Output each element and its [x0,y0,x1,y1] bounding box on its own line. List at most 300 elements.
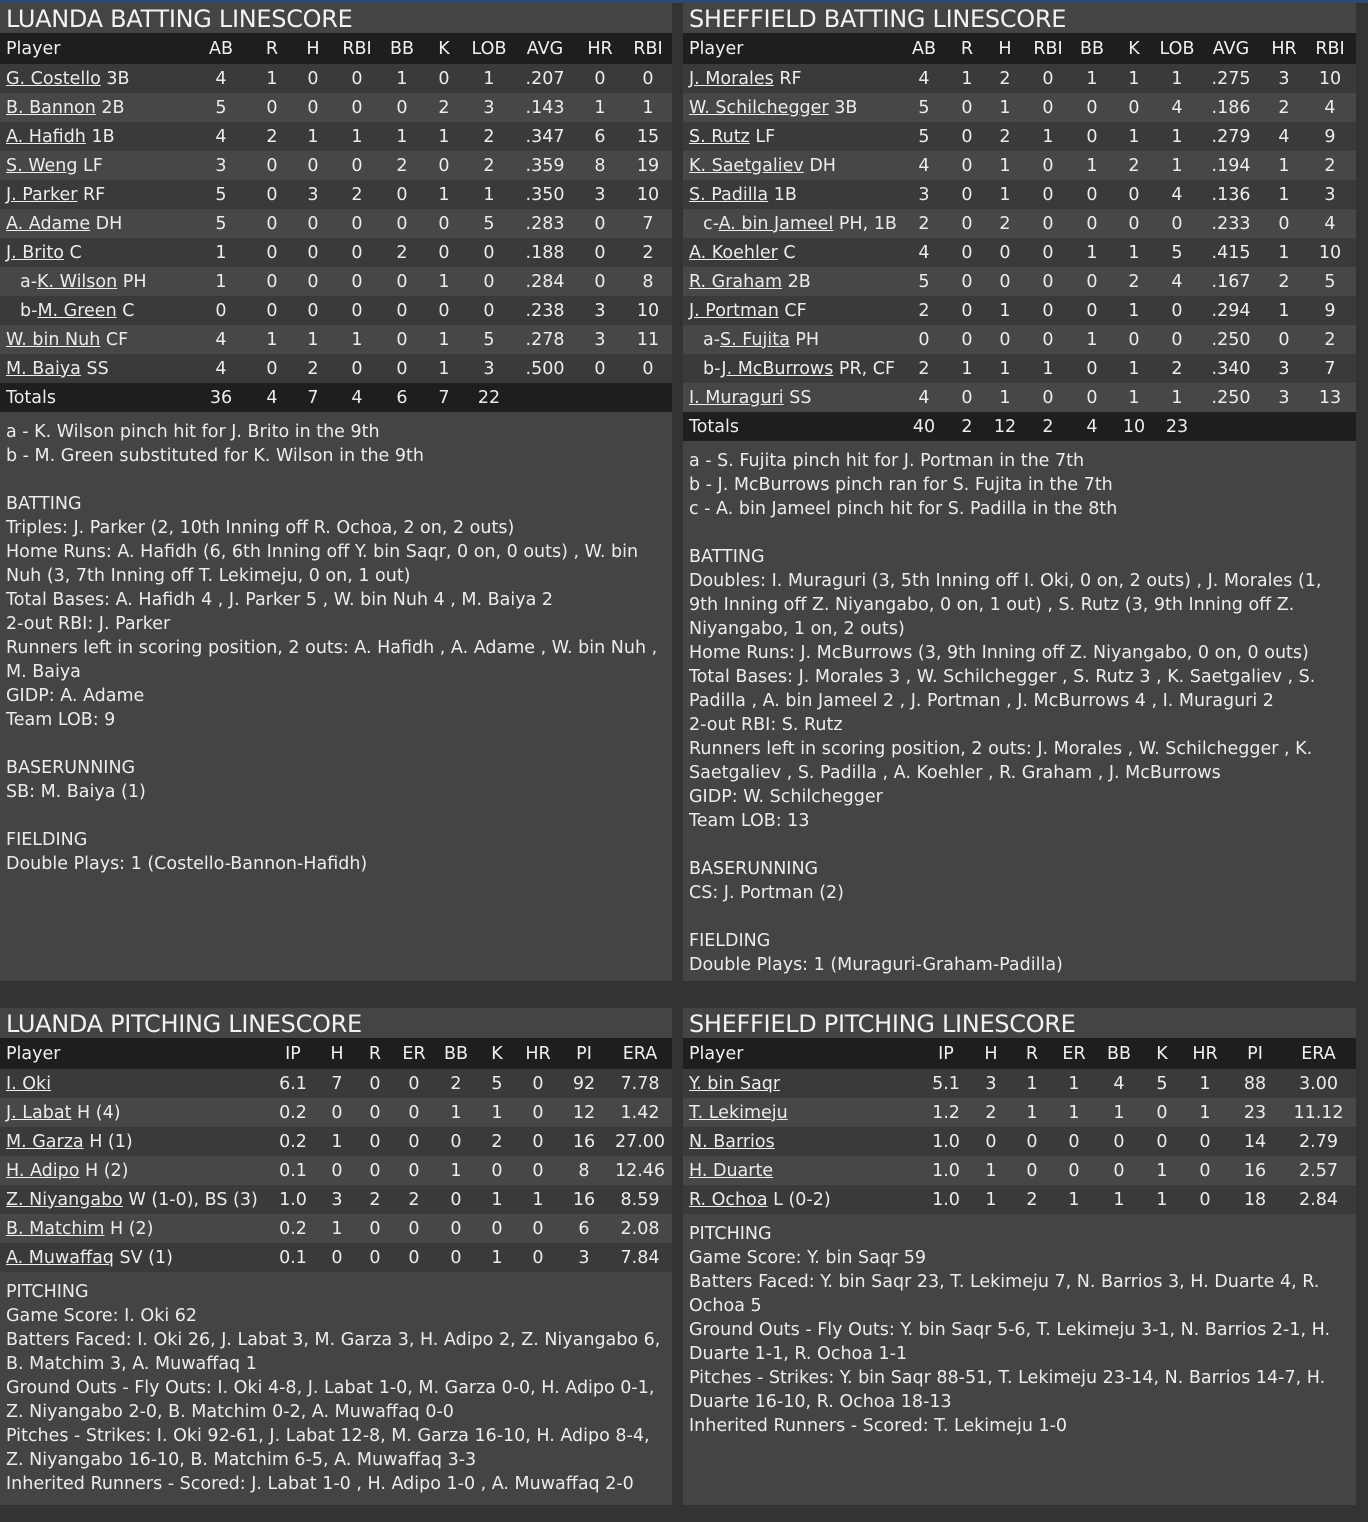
player-cell [0,64,190,93]
decision-label: L (0-2) [767,1189,831,1210]
stat-cell: 3 [318,1185,356,1214]
stat-cell: .340 [1198,354,1264,383]
totals-cell [1198,412,1264,441]
table-row [0,151,672,180]
table-row [0,1156,672,1185]
column-header: H [971,1038,1011,1069]
player-cell [0,354,190,383]
stat-cell: 1 [1181,1069,1229,1098]
stat-cell: 15 [624,122,672,151]
luanda-pitching-title: LUANDA PITCHING LINESCORE [0,1008,672,1038]
column-header: H [318,1038,356,1069]
stat-cell: 2 [464,122,514,151]
stat-cell: 0 [394,1243,434,1272]
stat-cell: 0 [356,1243,394,1272]
column-header: IP [921,1038,971,1069]
stat-cell: 0 [1024,383,1072,412]
stat-cell: 6 [560,1214,608,1243]
luanda-batting-notes [0,412,672,906]
stat-cell: 1 [292,122,334,151]
stat-cell: .136 [1198,180,1264,209]
batting-note-gidp: GIDP: W. Schilchegger [689,787,883,807]
player-cell [0,1214,268,1243]
stat-cell: 0 [1072,122,1112,151]
player-link[interactable]: H. Duarte [689,1160,774,1181]
stat-cell: 0 [380,209,424,238]
table-row [0,1243,672,1272]
stat-cell: 1 [380,64,424,93]
stat-cell: 0 [1072,180,1112,209]
position-label: 3B [828,97,858,118]
stat-cell: 0 [1024,93,1072,122]
player-link[interactable]: M. Green [37,300,117,321]
column-header: BB [380,33,424,64]
stat-cell: 0 [252,296,292,325]
stat-cell: 1 [478,1098,516,1127]
player-link[interactable]: N. Barrios [689,1131,775,1152]
stat-cell: .250 [1198,383,1264,412]
column-header: BB [1095,1038,1143,1069]
stat-cell: 1 [334,325,380,354]
stat-cell: 0 [424,296,464,325]
stat-cell: 7 [1304,354,1356,383]
player-cell [683,354,900,383]
sub-note: c - A. bin Jameel pinch hit for S. Padilla in the 8th [689,499,1118,519]
stat-cell: .250 [1198,325,1264,354]
stat-cell: 2 [424,93,464,122]
batting-note-team-lob: Team LOB: 13 [689,811,810,831]
stat-cell: .275 [1198,64,1264,93]
table-row [683,354,1356,383]
luanda-batting-panel [0,3,672,981]
stat-cell: 7.84 [608,1243,672,1272]
stat-cell: 0 [380,354,424,383]
stat-cell: 1 [1143,1185,1181,1214]
totals-row [683,412,1356,441]
player-cell [0,1069,268,1098]
table-row [0,1127,672,1156]
stat-cell: 0 [1024,296,1072,325]
batting-note-home-runs: Home Runs: A. Hafidh (6, 6th Inning off Y. bin Saqr, 0 on, 0 outs) , W. bin Nuh (3, 7th Inning off T. Lekimeju, 0 on, 1 out) [6,542,639,586]
column-header: RBI [1024,33,1072,64]
stat-cell: 27.00 [608,1127,672,1156]
player-link[interactable]: H. Adipo [6,1160,80,1181]
stat-cell: 4 [190,325,252,354]
stat-cell: 0 [334,296,380,325]
stat-cell: 16 [1229,1156,1281,1185]
player-link[interactable]: S. Fujita [720,329,790,350]
stat-cell: 13 [1304,383,1356,412]
position-label: LF [749,126,776,147]
stat-cell: 2 [986,209,1024,238]
stat-cell: 8 [560,1156,608,1185]
stat-cell: 2 [478,1127,516,1156]
stat-cell: 3 [576,325,624,354]
stat-cell: 0 [252,238,292,267]
stat-cell: 2.08 [608,1214,672,1243]
player-cell [683,296,900,325]
stat-cell: 2 [900,296,948,325]
pitching-note-pitches-strikes: Pitches - Strikes: I. Oki 92-61, J. Labat 12-8, M. Garza 16-10, H. Adipo 8-4, Z. Niyangabo 16-10, B. Matchim 6-5, A. Muwaffaq 3-3 [6,1426,650,1470]
player-link[interactable]: I. Oki [6,1073,52,1094]
stat-cell: 3 [190,151,252,180]
stat-cell: 0 [1112,325,1156,354]
player-link[interactable]: T. Lekimeju [689,1102,788,1123]
sheffield-pitching-panel [683,1008,1356,1505]
stat-cell: 5 [900,93,948,122]
stat-cell: .188 [514,238,576,267]
stat-cell: 0 [1072,296,1112,325]
position-label: DH [90,213,123,234]
stat-cell: 0 [356,1098,394,1127]
stat-cell: 0 [334,354,380,383]
stat-cell: 3 [1264,64,1304,93]
batting-note-gidp: GIDP: A. Adame [6,686,145,706]
position-label: C [777,242,796,263]
pitching-note-game-score: Game Score: Y. bin Saqr 59 [689,1248,926,1268]
stat-cell: 5 [464,325,514,354]
player-link[interactable]: Y. bin Saqr [689,1073,781,1094]
table-row [683,296,1356,325]
column-header: AB [190,33,252,64]
stat-cell: 1 [1011,1098,1053,1127]
stat-cell: 88 [1229,1069,1281,1098]
stat-cell: 0 [576,64,624,93]
stat-cell: 2 [464,151,514,180]
totals-cell [514,383,576,412]
column-header: R [252,33,292,64]
stat-cell: 1 [624,93,672,122]
player-link[interactable]: S. Rutz [689,126,750,147]
stat-cell: 0 [292,238,334,267]
stat-cell: .283 [514,209,576,238]
stat-cell: 0 [318,1098,356,1127]
player-link[interactable]: J. Portman [689,300,779,321]
totals-cell [576,383,624,412]
player-link[interactable]: J. Morales [689,68,774,89]
stat-cell: 0 [464,267,514,296]
totals-label: Totals [683,412,900,441]
stat-cell: 1 [1156,383,1198,412]
stat-cell: 2 [380,238,424,267]
stat-cell: 0 [356,1069,394,1098]
table-row [0,180,672,209]
player-link[interactable]: G. Costello [6,68,101,89]
stat-cell: 0 [394,1156,434,1185]
stat-cell: 0 [424,209,464,238]
column-header: Player [0,33,190,64]
stat-cell: 1 [190,267,252,296]
stat-cell: 1 [1112,64,1156,93]
player-link[interactable]: J. Brito [6,242,64,263]
stat-cell: 0 [292,296,334,325]
stat-cell: 0 [948,93,986,122]
pitching-section-header: PITCHING [6,1282,89,1302]
stat-cell: 0 [1024,151,1072,180]
stat-cell: 1 [424,267,464,296]
position-label: SS [80,358,109,379]
sub-prefix: a- [703,329,721,350]
position-label: 3B [100,68,130,89]
stat-cell: 0 [334,93,380,122]
stat-cell: 1 [1156,151,1198,180]
stat-cell: 0 [318,1243,356,1272]
player-link[interactable]: J. McBurrows [721,358,834,379]
player-cell [683,122,900,151]
table-row [0,1098,672,1127]
stat-cell: .294 [1198,296,1264,325]
stat-cell: 0 [1011,1156,1053,1185]
stat-cell: 1 [1181,1098,1229,1127]
player-cell [683,383,900,412]
stat-cell: 1 [948,64,986,93]
fielding-section-header: FIELDING [6,830,88,850]
player-link[interactable]: I. Muraguri [689,387,784,408]
pitching-note-go-fo: Ground Outs - Fly Outs: Y. bin Saqr 5-6, T. Lekimeju 3-1, N. Barrios 2-1, H. Duarte 1-1, R. Ochoa 1-1 [689,1320,1331,1364]
stat-cell: 0 [252,93,292,122]
stat-cell: 0 [624,354,672,383]
player-cell [0,209,190,238]
table-row [0,238,672,267]
player-link[interactable]: B. Matchim [6,1218,105,1239]
luanda-batting-table [0,33,672,412]
stat-cell: 4 [900,383,948,412]
decision-label: H (4) [71,1102,121,1123]
position-label: PR, CF [833,358,896,379]
stat-cell: 5 [190,93,252,122]
stat-cell: 2 [356,1185,394,1214]
stat-cell: 1 [948,354,986,383]
column-header: RBI [624,33,672,64]
stat-cell: 0 [986,238,1024,267]
player-cell [683,1069,921,1098]
stat-cell: 1 [434,1098,478,1127]
column-header: AVG [1198,33,1264,64]
player-cell [683,209,900,238]
player-cell [0,122,190,151]
player-link[interactable]: A. Koehler [689,242,778,263]
stat-cell: 3 [900,180,948,209]
stat-cell: 0 [1143,1098,1181,1127]
stat-cell: 0 [394,1098,434,1127]
stat-cell: 0.1 [268,1243,318,1272]
header-row [0,1038,672,1069]
stat-cell: 0 [516,1127,560,1156]
player-link[interactable]: J. Parker [6,184,78,205]
player-link[interactable]: S. Padilla [689,184,769,205]
stat-cell: 1 [252,325,292,354]
totals-cell [1264,412,1304,441]
totals-cell: 7 [424,383,464,412]
table-row [0,64,672,93]
stat-cell: 0 [986,325,1024,354]
baserunning-section-header: BASERUNNING [6,758,136,778]
sub-note: a - S. Fujita pinch hit for J. Portman in the 7th [689,451,1085,471]
column-header: H [292,33,334,64]
player-link[interactable]: W. Schilchegger [689,97,829,118]
decision-label: W (1-0), BS (3) [122,1189,258,1210]
stat-cell: 0.2 [268,1098,318,1127]
player-link[interactable]: R. Ochoa [689,1189,768,1210]
position-label: 1B [85,126,115,147]
player-link[interactable]: S. Weng [6,155,78,176]
table-row [0,1214,672,1243]
player-link[interactable]: K. Saetgaliev [689,155,804,176]
stat-cell: 3 [292,180,334,209]
totals-cell: 2 [948,412,986,441]
player-cell [683,180,900,209]
stat-cell: 1 [1143,1156,1181,1185]
stat-cell: 11 [624,325,672,354]
stat-cell: 0 [292,267,334,296]
player-link[interactable]: J. Labat [6,1102,72,1123]
player-link[interactable]: B. Bannon [6,97,96,118]
player-link[interactable]: M. Baiya [6,358,81,379]
stat-cell: 0 [1072,267,1112,296]
decision-label: H (1) [83,1131,133,1152]
stat-cell: 18 [1229,1185,1281,1214]
header-row [0,33,672,64]
sub-prefix: a- [20,271,38,292]
stat-cell: 12 [560,1098,608,1127]
stat-cell: 0 [948,267,986,296]
column-header: AB [900,33,948,64]
sheffield-pitching-title: SHEFFIELD PITCHING LINESCORE [683,1008,1356,1038]
position-label: C [63,242,82,263]
player-link[interactable]: A. Adame [6,213,91,234]
pitching-note-go-fo: Ground Outs - Fly Outs: I. Oki 4-8, J. Labat 1-0, M. Garza 0-0, H. Adipo 0-1, Z. Niyangabo 2-0, B. Matchim 0-2, A. Muwaffaq 0-0 [6,1378,655,1422]
player-link[interactable]: A. Hafidh [6,126,86,147]
column-header: IP [268,1038,318,1069]
player-cell [683,1127,921,1156]
player-link[interactable]: K. Wilson [37,271,118,292]
fielding-section-header: FIELDING [689,931,771,951]
player-link[interactable]: M. Garza [6,1131,84,1152]
player-cell [683,1185,921,1214]
stat-cell: 10 [1304,238,1356,267]
player-link[interactable]: R. Graham [689,271,783,292]
stat-cell: 2.79 [1281,1127,1356,1156]
sub-note: b - J. McBurrows pinch ran for S. Fujita in the 7th [689,475,1113,495]
totals-cell: 12 [986,412,1024,441]
stat-cell: 1 [1024,122,1072,151]
table-row [683,325,1356,354]
stat-cell: 0 [986,267,1024,296]
player-link[interactable]: Z. Niyangabo [6,1189,123,1210]
stat-cell: 0 [1112,209,1156,238]
stat-cell: 2 [986,122,1024,151]
stat-cell: 1 [1264,238,1304,267]
player-cell [0,1156,268,1185]
player-link[interactable]: A. bin Jameel [718,213,834,234]
stat-cell: .186 [1198,93,1264,122]
column-header: R [356,1038,394,1069]
stat-cell: 4 [1156,267,1198,296]
stat-cell: 19 [624,151,672,180]
stat-cell: 2 [380,151,424,180]
stat-cell: .500 [514,354,576,383]
stat-cell: 1 [1053,1098,1095,1127]
stat-cell: 1 [971,1156,1011,1185]
stat-cell: 0 [424,64,464,93]
table-row [0,354,672,383]
player-link[interactable]: A. Muwaffaq [6,1247,114,1268]
stat-cell: 1 [1024,354,1072,383]
stat-cell: .415 [1198,238,1264,267]
stat-cell: 1 [1156,64,1198,93]
stat-cell: 1 [576,93,624,122]
decision-label: H (2) [79,1160,129,1181]
table-row [683,64,1356,93]
stat-cell: 0 [900,325,948,354]
stat-cell: 7 [624,209,672,238]
position-label: DH [803,155,836,176]
position-label: PH [789,329,820,350]
stat-cell: 2 [252,122,292,151]
player-cell [683,151,900,180]
stat-cell: 2 [334,180,380,209]
table-row [0,325,672,354]
fielding-note: Double Plays: 1 (Muraguri-Graham-Padilla) [689,955,1063,975]
stat-cell: 3 [576,296,624,325]
stat-cell: 4 [190,122,252,151]
table-row [683,1156,1356,1185]
table-row [683,122,1356,151]
column-header: K [1143,1038,1181,1069]
stat-cell: 1 [380,122,424,151]
stat-cell: 1 [986,383,1024,412]
table-row [0,1069,672,1098]
stat-cell: 5 [464,209,514,238]
stat-cell: 1 [986,151,1024,180]
stat-cell: 1.0 [921,1127,971,1156]
table-row [0,93,672,122]
stat-cell: 4 [900,64,948,93]
stat-cell: 10 [624,180,672,209]
stat-cell: 0 [424,151,464,180]
totals-cell: 36 [190,383,252,412]
stat-cell: 0 [394,1214,434,1243]
table-row [0,122,672,151]
batting-note-home-runs: Home Runs: J. McBurrows (3, 9th Inning off Z. Niyangabo, 0 on, 0 outs) [689,643,1309,663]
stat-cell: 0 [292,151,334,180]
stat-cell: 1 [986,180,1024,209]
stat-cell: 1 [986,354,1024,383]
stat-cell: 8 [624,267,672,296]
stat-cell: 0 [1095,1156,1143,1185]
stat-cell: 9 [1304,122,1356,151]
stat-cell: 0 [516,1156,560,1185]
stat-cell: 1 [1264,180,1304,209]
stat-cell: 0 [252,267,292,296]
stat-cell: 0 [1143,1127,1181,1156]
stat-cell: 0 [434,1127,478,1156]
totals-cell: 4 [1072,412,1112,441]
stat-cell: 0 [1024,267,1072,296]
pitching-note-batters-faced: Batters Faced: I. Oki 26, J. Labat 3, M. Garza 3, H. Adipo 2, Z. Niyangabo 6, B. Matchim 3, A. Muwaffaq 1 [6,1330,661,1374]
column-header: Player [683,1038,921,1069]
player-cell [0,151,190,180]
stat-cell: 0 [1181,1156,1229,1185]
player-link[interactable]: W. bin Nuh [6,329,101,350]
stat-cell: 0 [948,383,986,412]
luanda-pitching-table [0,1038,672,1272]
player-cell [0,1185,268,1214]
column-header: HR [576,33,624,64]
stat-cell: 1 [1112,354,1156,383]
batting-note-risp: Runners left in scoring position, 2 outs: J. Morales , W. Schilchegger , K. Saetgaliev , S. Padilla , A. Koehler , R. Graham , J. McBurrows [689,739,1313,783]
stat-cell: .279 [1198,122,1264,151]
